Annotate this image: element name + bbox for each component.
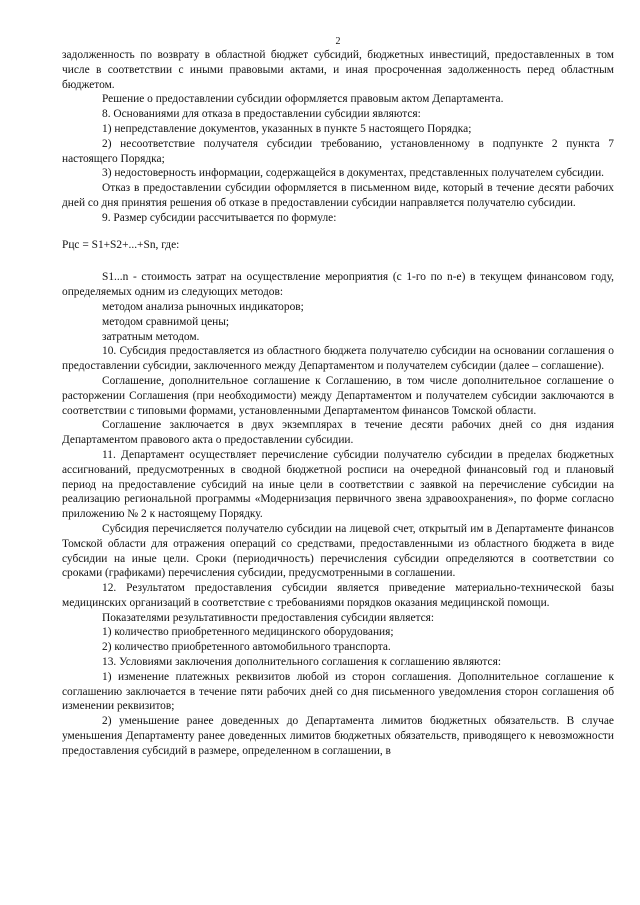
paragraph-agreement-forms: Соглашение, дополнительное соглашение к Соглашению, в том числе дополнительное соглашение о расторжении Соглашения (при необходимости) между Департаментом и получателем субсидии заключаются в соответствии с типовыми формами, установленными Департаментом финансов Томской области. xyxy=(62,374,614,417)
paragraph-formula-legend: S1...n - стоимость затрат на осуществление мероприятия (с 1-го по n-е) в текущем финансовом году, определяемых одним из следующих методов: xyxy=(62,271,614,299)
paragraph-refusal: Отказ в предоставлении субсидии оформляется в письменном виде, который в течение десяти рабочих дней со дня принятия решения об отказе в предоставлении субсидии направляется получателю субсидии. xyxy=(62,182,614,209)
paragraph-10: 10. Субсидия предоставляется из областного бюджета получателю субсидии на основании соглашения о предоставлении субсидии, заключенного между Департаментом и получателем субсидии (далее – соглашение). xyxy=(62,345,614,373)
paragraph-12: 12. Результатом предоставления субсидии является приведение материально-технической базы медицинских организаций в соответствие с требованиями порядков оказания медицинской помощи. xyxy=(62,582,614,609)
paragraph-8-item-2: 2) несоответствие получателя субсидии требованию, установленному в подпункте 2 пункта 7 настоящего Порядка; xyxy=(62,137,614,165)
paragraph-agreement-copies: Соглашение заключается в двух экземплярах в течение десяти рабочих дней со дня издания Департаментом правового акта о предоставлении субсидии. xyxy=(62,419,614,447)
paragraph-indicator-1: 1) количество приобретенного медицинского оборудования; xyxy=(102,626,394,639)
paragraph-8-item-1: 1) непредставление документов, указанных в пункте 5 настоящего Порядка; xyxy=(102,122,472,135)
paragraph-indicators: Показателями результативности предоставления субсидии является: xyxy=(102,611,435,624)
paragraph-13-heading: 13. Условиями заключения дополнительного соглашения к соглашению являются: xyxy=(102,656,501,669)
paragraph-8-item-3: 3) недостоверность информации, содержащейся в документах, представленных получателем субсидии. xyxy=(102,167,605,180)
paragraph-13-item-2: 2) уменьшение ранее доведенных до Департамента лимитов бюджетных обязательств. В случае уменьшения Департаменту ранее доведенных лимитов бюджетных обязательств, приводящего к невозможности предоставления субсидий в размере, определенном в соглашении, в xyxy=(62,715,614,757)
method-item: затратным методом. xyxy=(102,330,200,343)
paragraph-9-heading: 9. Размер субсидии рассчитывается по формуле: xyxy=(102,211,337,224)
paragraph-decision: Решение о предоставлении субсидии оформляется правовым актом Департамента. xyxy=(102,93,504,106)
page-number: 2 xyxy=(335,36,341,47)
subsidy-formula: Рцс = S1+S2+...+Sn, где: xyxy=(62,238,180,251)
paragraph-8-heading: 8. Основаниями для отказа в предоставлении субсидии являются: xyxy=(102,108,421,121)
method-item: методом анализа рыночных индикаторов; xyxy=(102,300,304,313)
paragraph-indicator-2: 2) количество приобретенного автомобильного транспорта. xyxy=(102,641,391,654)
paragraph-13-item-1: 1) изменение платежных реквизитов любой из сторон соглашения. Дополнительное соглашение к соглашению заключается в течение пяти рабочих дней со дня письменного уведомления сторон соглашения об изменении реквизитов; xyxy=(62,670,614,713)
paragraph-debt-continuation: задолженность по возврату в областной бюджет субсидий, бюджетных инвестиций, предоставленных в том числе в соответствии с иными правовыми актами, и иная просроченная задолженность перед областным бюджетом. xyxy=(62,49,614,91)
paragraph-transfer: Субсидия перечисляется получателю субсидии на лицевой счет, открытый им в Департаменте финансов Томской области для отражения операций со средствами, предоставленными из областного бюджета в виде субсидии на иные цели. Сроки (периодичность) перечисления субсидии определяются в соответствии со сроками (графиками) перечисления субсидии, предусмотренными в соглашении. xyxy=(62,522,614,580)
method-item: методом сравнимой цены; xyxy=(102,315,230,328)
paragraph-11: 11. Департамент осуществляет перечисление субсидии получателю субсидии в пределах бюджетных ассигнований, предусмотренных в сводной бюджетной росписи на очередной финансовый год и плановый период на предоставление субсидий на иные цели в соответствии с заявкой на перечисление субсидии на реализацию региональной программы «Модернизация первичного звена здравоохранения», по форме согласно приложению № 2 к настоящему Порядку. xyxy=(62,448,614,521)
